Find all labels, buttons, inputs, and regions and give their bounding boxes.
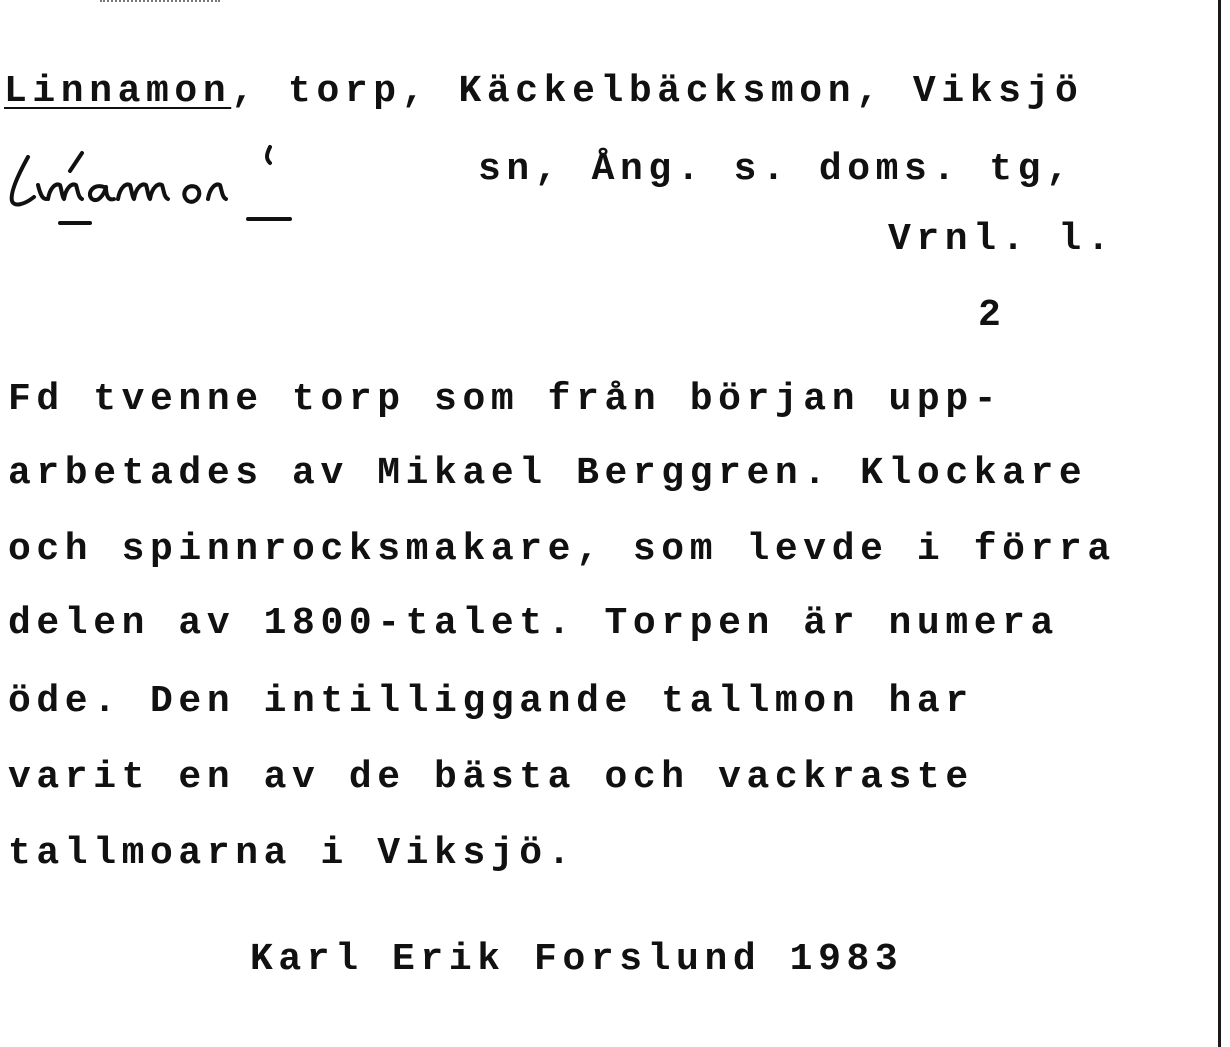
- heading-line-2: sn, Ång. s. doms. tg,: [478, 148, 1075, 191]
- place-name: Linnamon: [4, 70, 232, 113]
- body-line-2: arbetades av Mikael Berggren. Klockare: [8, 452, 1088, 495]
- heading-line-3: Vrnl. l.: [888, 218, 1116, 261]
- body-line-5: öde. Den intilliggande tallmon har: [8, 680, 974, 723]
- card-number: 2: [978, 294, 1007, 337]
- heading-line-1: [4, 70, 1083, 114]
- handwritten-name-annotation: [0, 135, 350, 235]
- body-line-1: Fd tvenne torp som från början upp-: [8, 378, 1003, 421]
- body-line-7: tallmoarna i Viksjö.: [8, 832, 577, 875]
- body-line-3: och spinnrocksmakare, som levde i förra: [8, 528, 1116, 571]
- body-line-4: delen av 1800-talet. Torpen är numera: [8, 602, 1059, 645]
- body-line-6: varit en av de bästa och vackraste: [8, 756, 974, 799]
- scan-specks: [100, 0, 220, 5]
- heading-rest: , torp, Käckelbäcksmon, Viksjö: [231, 70, 1084, 113]
- author-signature: Karl Erik Forslund 1983: [250, 938, 904, 981]
- card-edge-line: [1218, 0, 1221, 1047]
